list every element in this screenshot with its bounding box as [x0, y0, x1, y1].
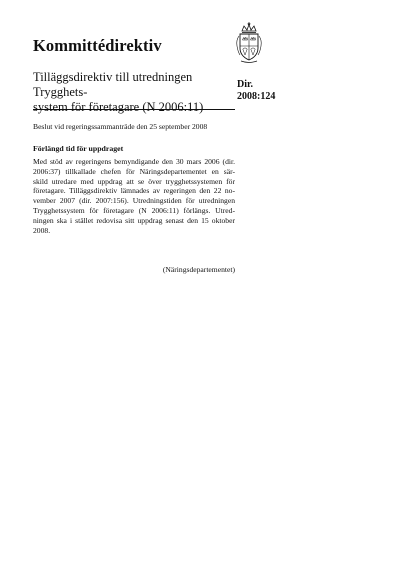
document-title-line: Tilläggsdirektiv till utredningen Trygghets-: [33, 70, 193, 99]
document-type-heading: Kommittédirektiv: [33, 36, 162, 55]
section-heading: Förlängd tid för uppdraget: [33, 144, 124, 153]
header-divider: [33, 109, 235, 110]
body-line: ningen ska i stället redovisa sitt uppdrag senast den 15 oktober: [33, 215, 235, 225]
body-line: 2006:37) tillkallade chefen för Näringsdepartementet en sär-: [33, 166, 235, 176]
body-line: Med stöd av regeringens bemyndigande den 30 mars 2006 (dir.: [33, 157, 235, 166]
section-body: [33, 157, 235, 235]
body-line: vember 2007 (dir. 2007:156). Utredningstiden för utredningen: [33, 196, 235, 206]
swedish-coat-of-arms-icon: [233, 22, 265, 66]
decision-statement: Beslut vid regeringssammanträde den 25 september 2008: [33, 122, 208, 131]
body-line: företagare. Tilläggsdirektiv lämnades av regeringen den 22 no-: [33, 186, 235, 196]
body-line: skild utredare med uppdrag att se över trygghetssystemen för: [33, 176, 235, 186]
body-line: 2008.: [33, 225, 51, 235]
directive-label: Dir.: [237, 79, 254, 90]
body-line: Trygghetssystem för företagare (N 2006:11) förlängs. Utred-: [33, 205, 235, 215]
directive-number: 2008:124: [237, 91, 276, 102]
document-title-line: system för företagare (N 2006:11): [33, 100, 204, 114]
ministry-name: (Näringsdepartementet): [162, 265, 235, 274]
